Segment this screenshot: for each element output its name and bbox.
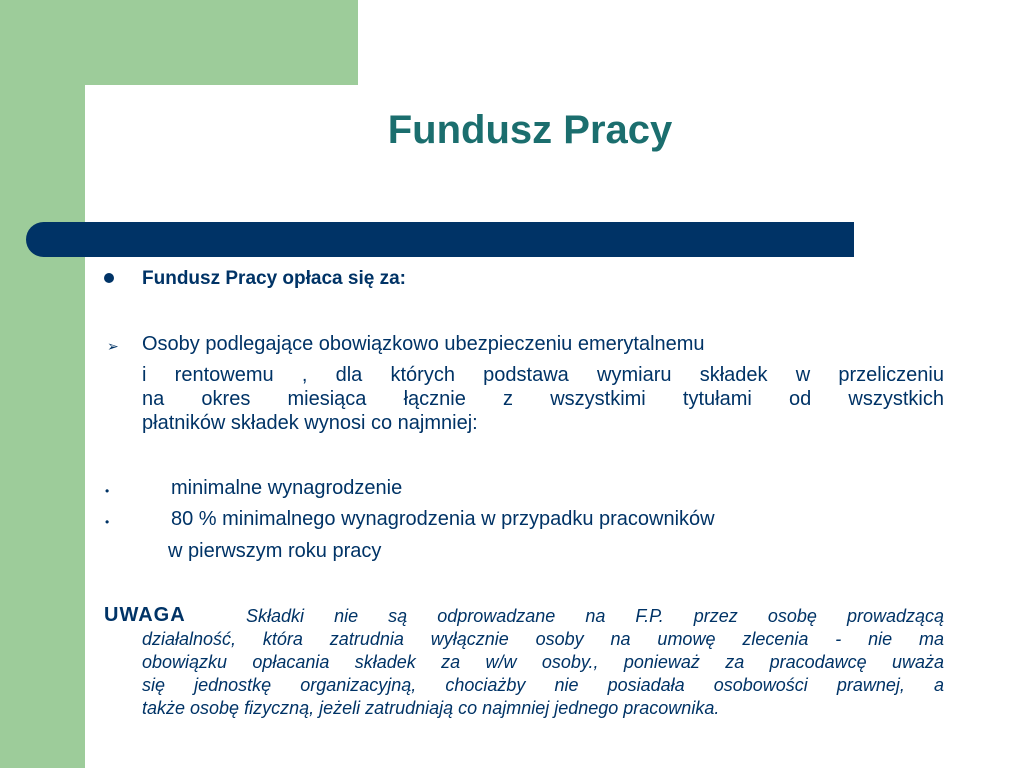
note-label: UWAGA <box>104 604 186 626</box>
note-line-2: działalność, która zatrudnia wyłącznie osoby na umowę zlecenia - nie ma <box>142 629 944 649</box>
bullet-item-1: minimalne wynagrodzenie <box>171 477 403 499</box>
section-heading: Fundusz Pracy opłaca się za: <box>142 268 406 289</box>
note-line-3: obowiązku opłacania składek za w/w osoby., ponieważ za pracodawcę uważa <box>142 652 944 672</box>
paragraph-line-1-text: i rentowemu , dla których podstawa wymiaru składek w przeliczeniu <box>142 364 944 386</box>
small-bullet-icon: • <box>105 515 110 529</box>
bullet-item-2: 80 % minimalnego wynagrodzenia w przypadku pracowników <box>171 508 715 530</box>
paragraph-line-3: płatników składek wynosi co najmniej: <box>142 412 478 434</box>
paragraph-line-1 <box>142 364 944 387</box>
arrow-bullet-icon: ➢ <box>107 338 119 354</box>
bullet-item-2-continuation: w pierwszym roku pracy <box>168 540 382 562</box>
slide-title: Fundusz Pracy <box>387 108 673 152</box>
note-line-4: się jednostkę organizacyjną, chociażby nie posiadała osobowości prawnej, a <box>142 675 944 695</box>
note-line-1: Składki nie są odprowadzane na F.P. przez osobę prowadzącą <box>246 606 944 626</box>
paragraph-line-2: na okres miesiąca łącznie z wszystkimi tytułami od wszystkich <box>142 388 944 410</box>
note-line-5: także osobę fizyczną, jeżeli zatrudniają co najmniej jednego pracownika. <box>142 698 720 718</box>
arrow-item-text: Osoby podlegające obowiązkowo ubezpieczeniu emerytalnemu <box>142 333 705 355</box>
small-bullet-icon: • <box>105 484 110 498</box>
round-bullet-icon <box>104 273 114 283</box>
